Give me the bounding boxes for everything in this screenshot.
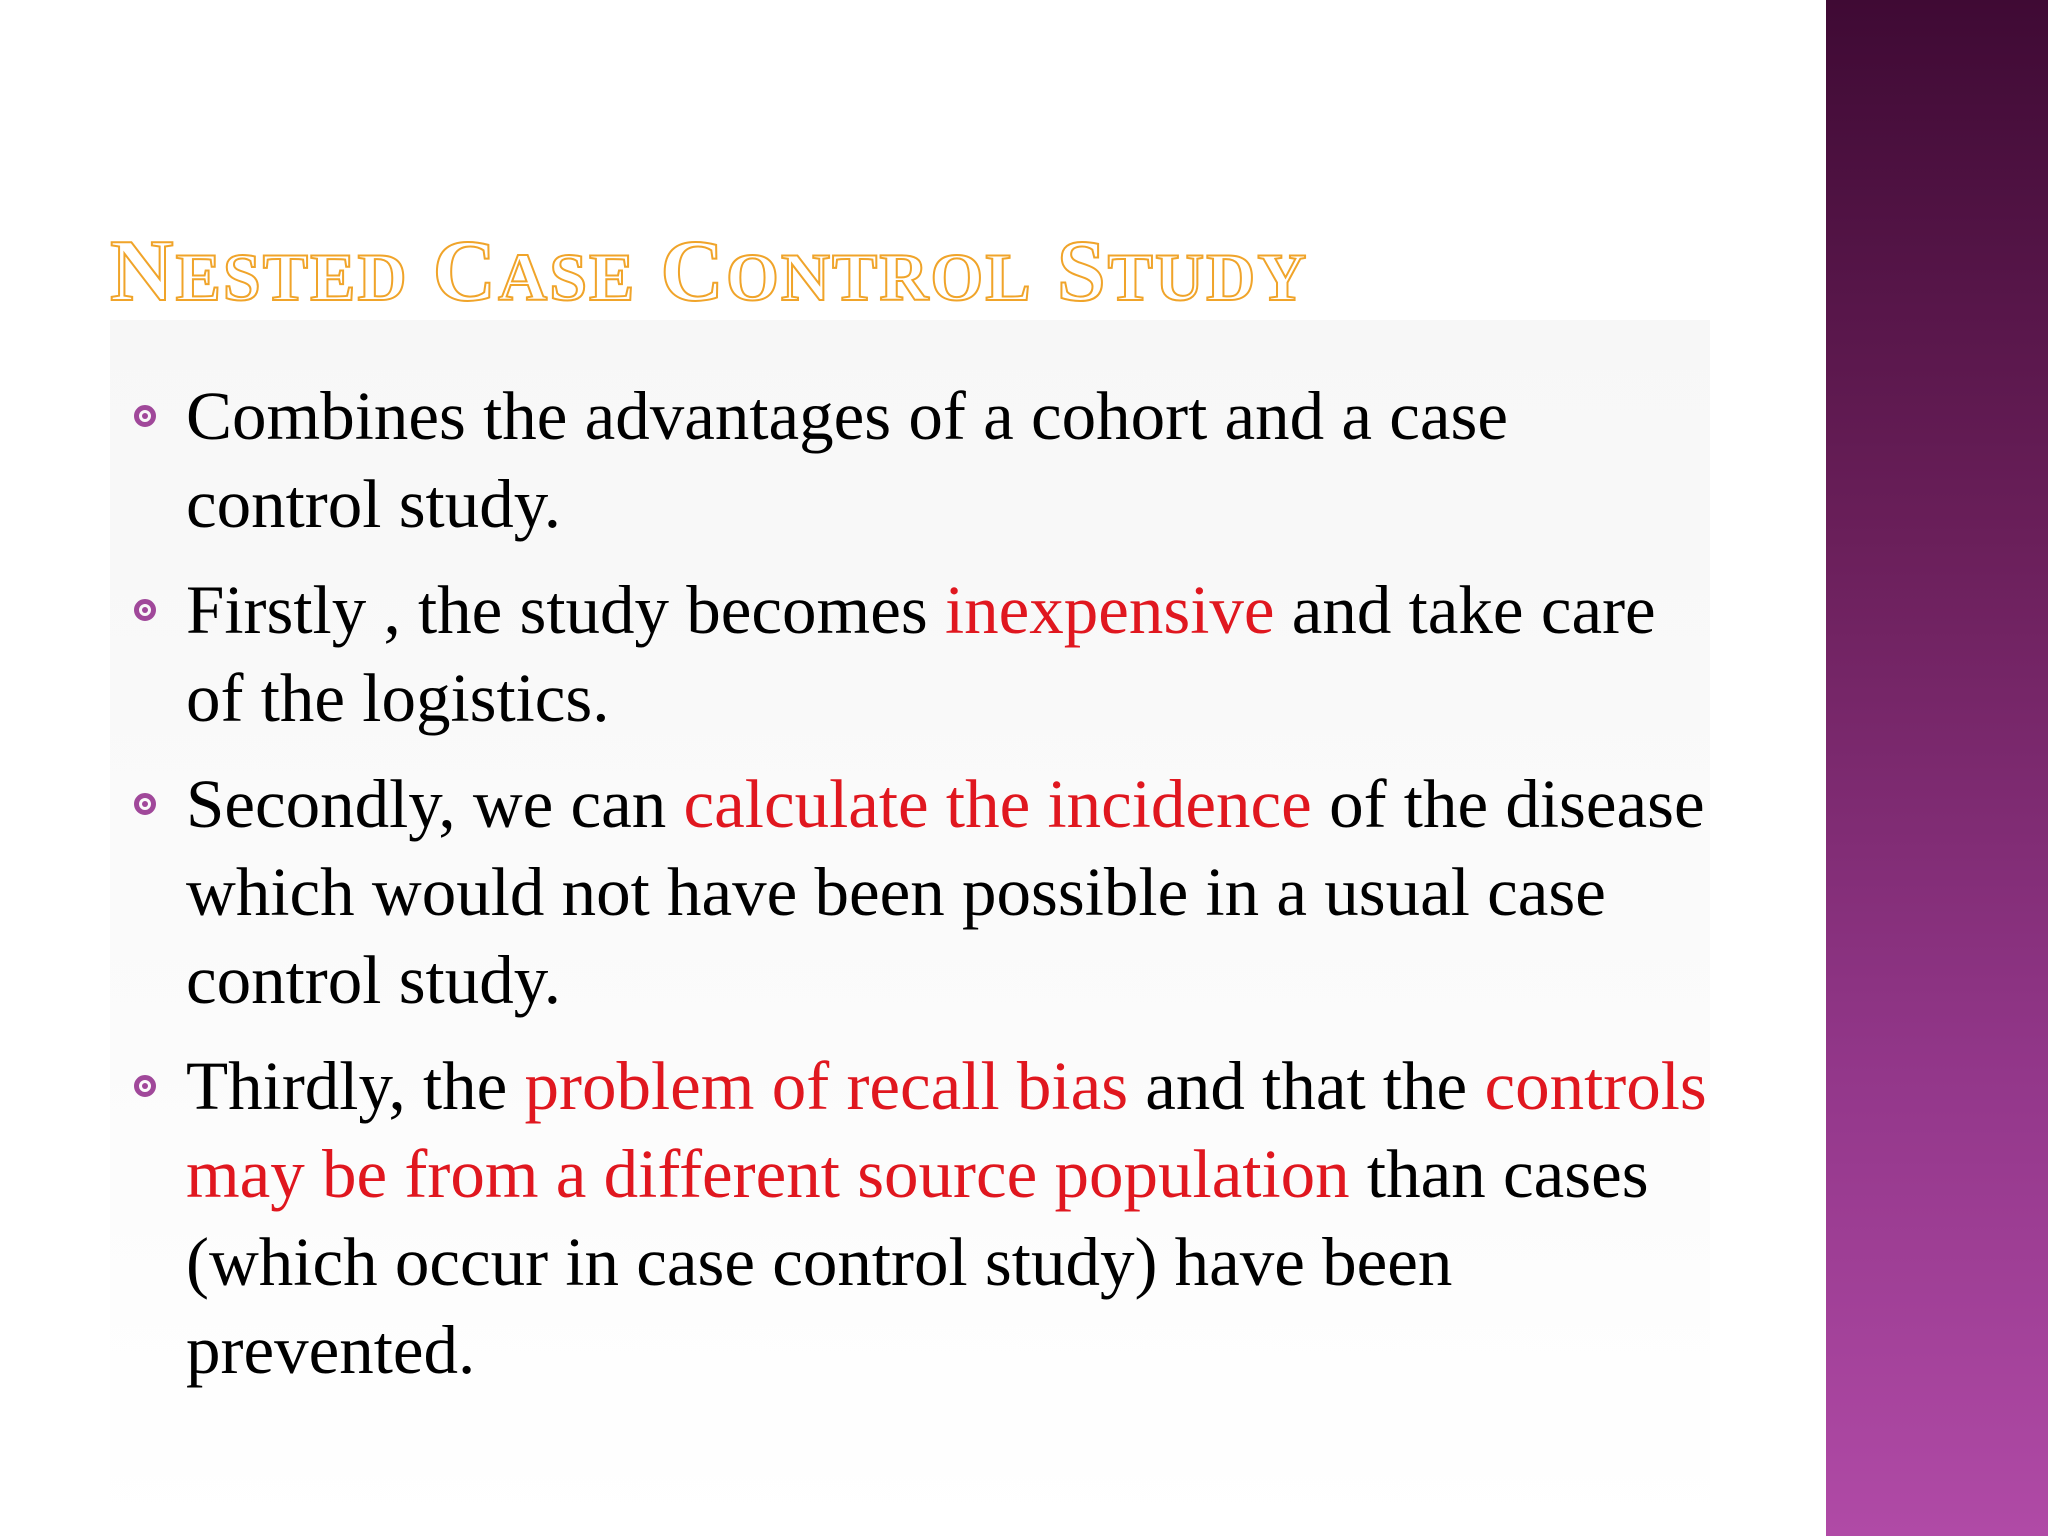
bullet-item: [120, 566, 1720, 742]
bullet-text: Combines the advantages of a cohort and a case control study.: [186, 378, 1509, 542]
title-word-rest: ONTROL: [725, 239, 1033, 315]
bullet-text: of the disease which would not have been possible in a usual case control study.: [186, 766, 1705, 1018]
title-cap: N: [110, 223, 176, 320]
bullet-item: [120, 372, 1720, 548]
bullet-text: Firstly , the study becomes: [186, 572, 945, 648]
highlighted-text: controls may be from a different source population: [186, 1048, 1707, 1212]
title-word-rest: ESTED: [175, 239, 409, 315]
highlighted-text: problem of recall bias: [524, 1048, 1129, 1124]
title-word-rest: TUDY: [1107, 239, 1309, 315]
bullet-item: [120, 760, 1720, 1024]
bullet-text: Thirdly, the: [186, 1048, 525, 1124]
bullet-text: and take care of the logistics.: [186, 572, 1656, 736]
circled-dot-icon: [134, 405, 156, 427]
title-cap: S: [1056, 223, 1108, 320]
title-cap: C: [660, 223, 726, 320]
title-cap: C: [432, 223, 499, 320]
bullet-item: [120, 1042, 1720, 1394]
bullet-text: Secondly, we can: [186, 766, 684, 842]
highlighted-text: inexpensive: [944, 572, 1275, 648]
circled-dot-icon: [134, 1075, 156, 1097]
circled-dot-icon: [134, 793, 156, 815]
slide-title: [110, 222, 1710, 327]
bullet-list: [120, 372, 1720, 1412]
bullet-text: than cases (which occur in case control study) have been prevented.: [186, 1136, 1649, 1388]
bullet-text: and that the: [1128, 1048, 1485, 1124]
title-word-rest: ASE: [498, 239, 637, 315]
circled-dot-icon: [134, 599, 156, 621]
decorative-side-bar: [1826, 0, 2048, 1536]
highlighted-text: calculate the incidence: [683, 766, 1312, 842]
